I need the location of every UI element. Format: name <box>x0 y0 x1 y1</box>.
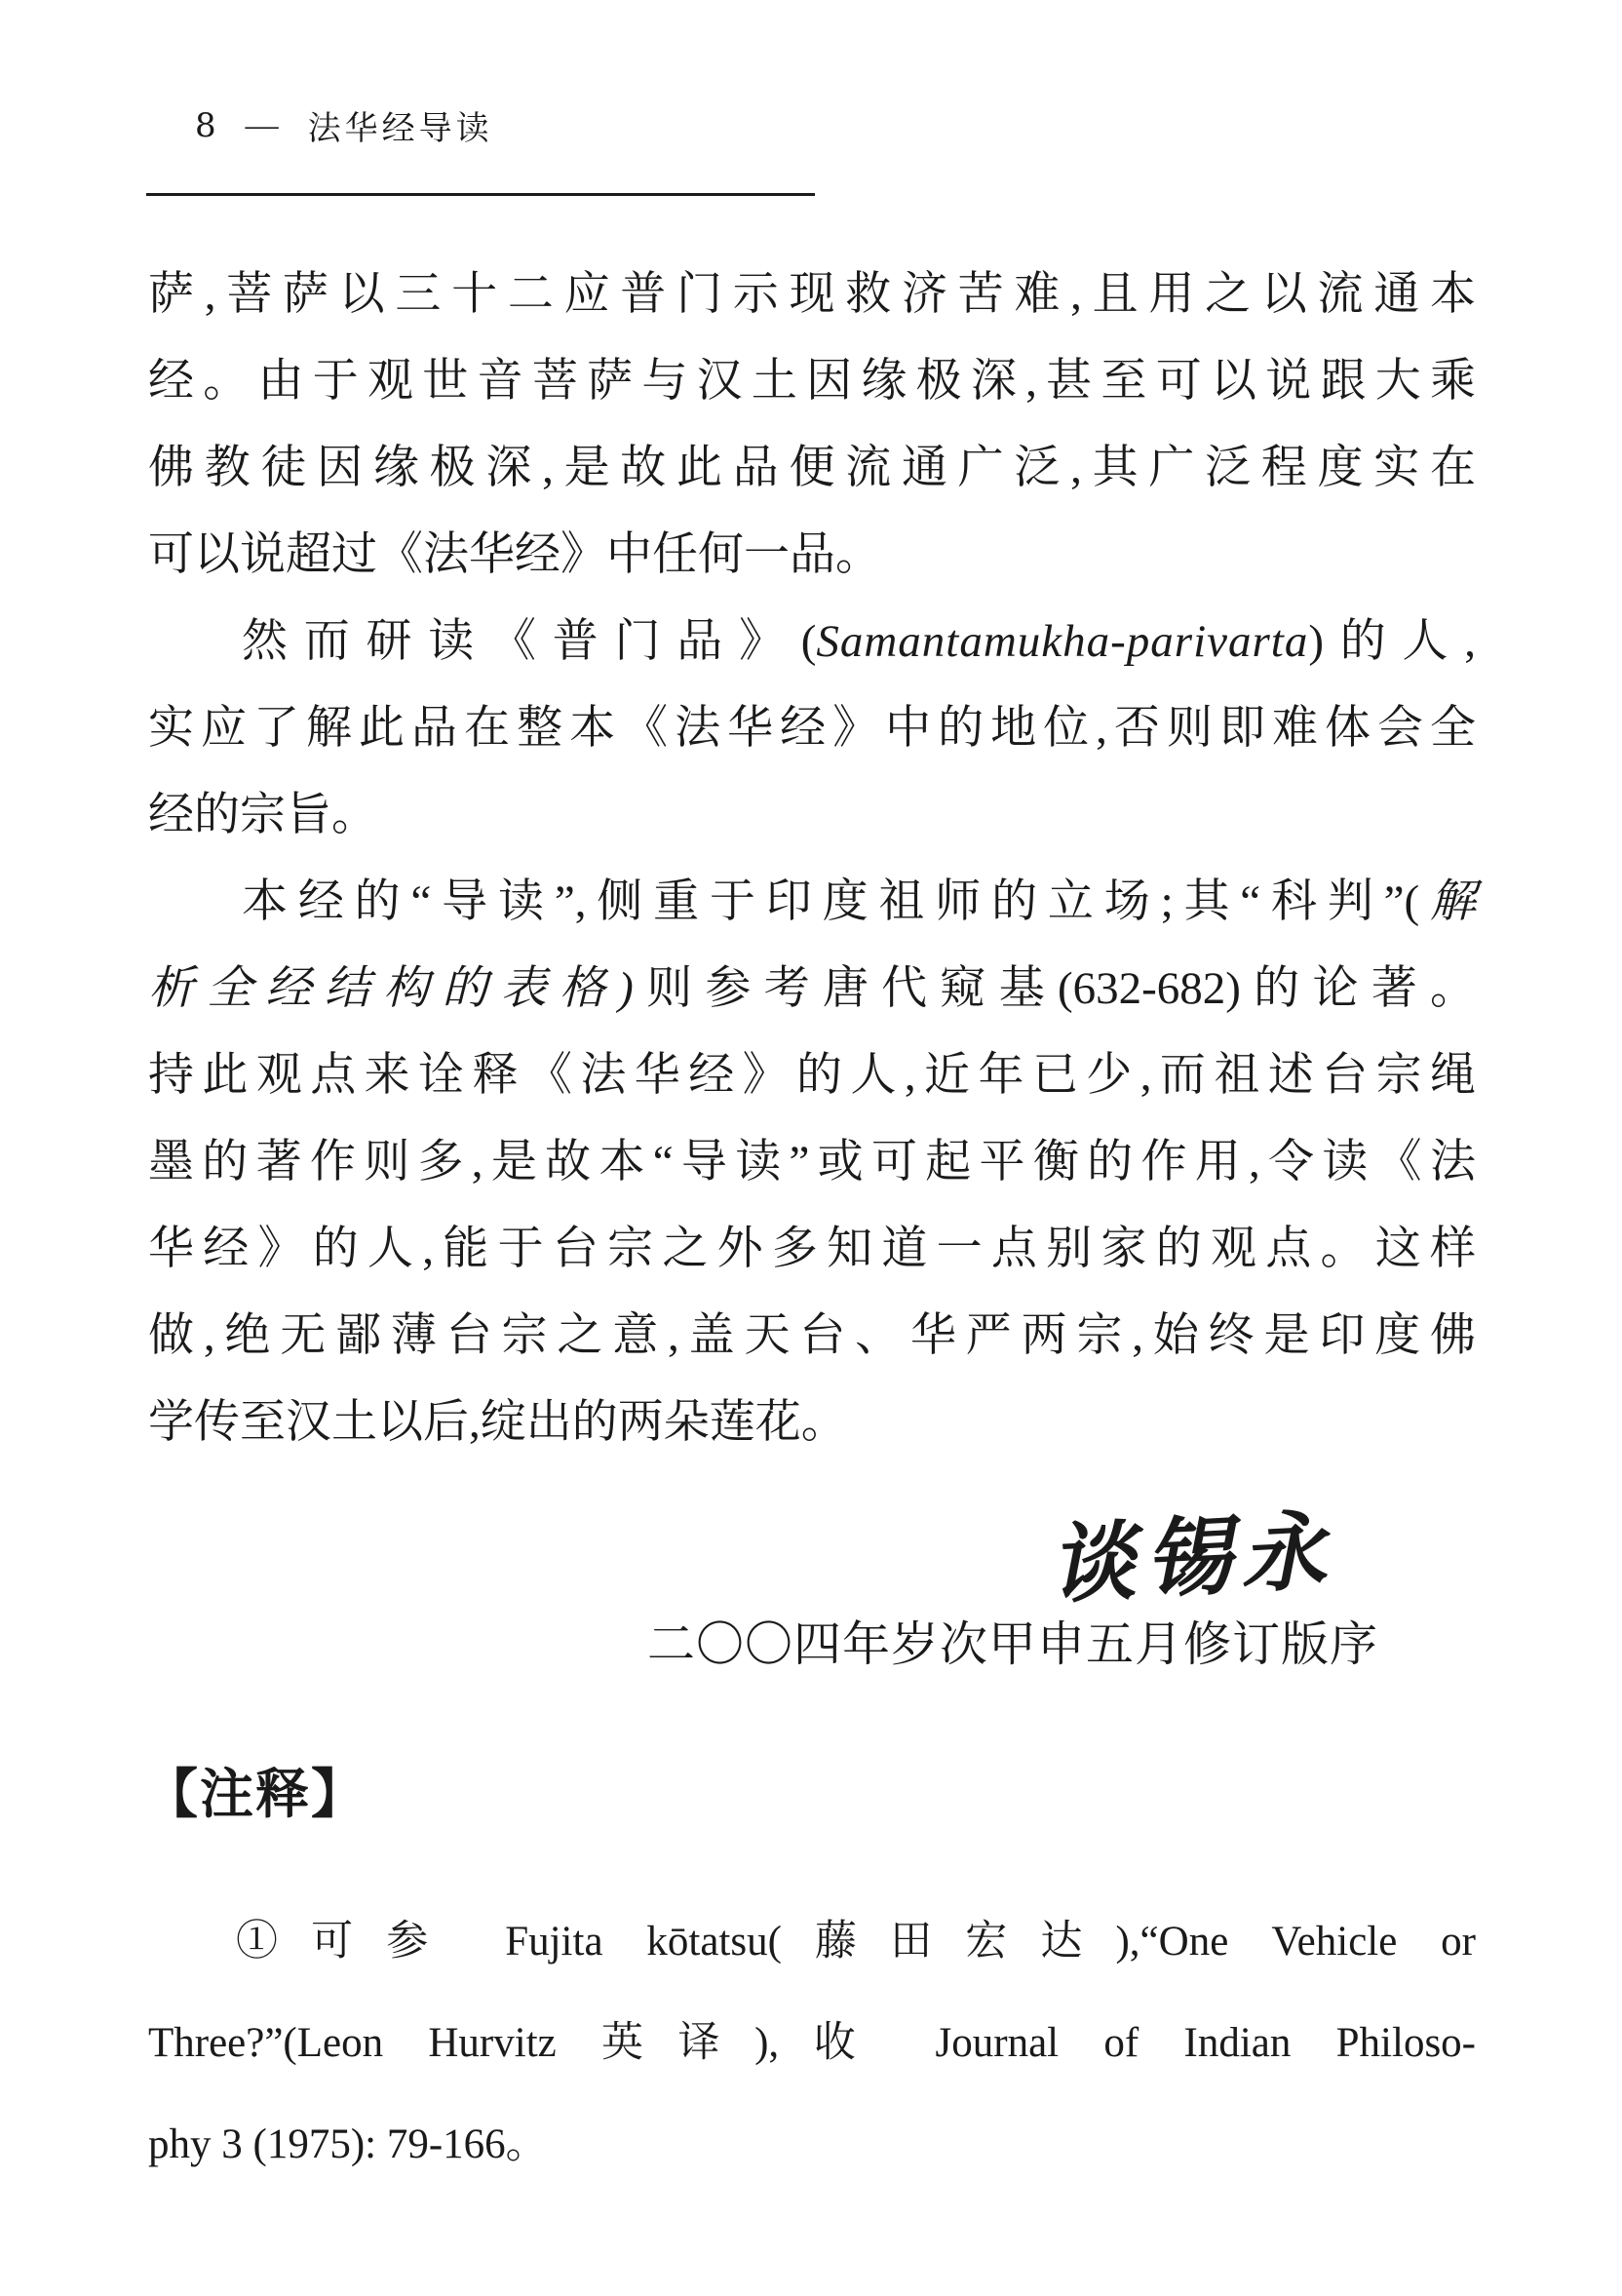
body-line-segment: 则参考唐代窥基(632-682)的论著。 <box>633 963 1476 1014</box>
body-line: 墨的著作则多,是故本“导读”或可起平衡的作用,令读《法 <box>148 1137 1476 1187</box>
body-line: 做,绝无鄙薄台宗之意,盖天台、华严两宗,始终是印度佛 <box>148 1310 1476 1361</box>
body-line-segment: )的人, <box>1308 616 1476 667</box>
header-dash: — <box>245 106 283 143</box>
body-line <box>148 946 1476 1032</box>
body-line: 华经》的人,能于台宗之外多知道一点别家的观点。这样 <box>148 1224 1476 1274</box>
body-line-segment: 然而研读《普门品》( <box>242 616 817 667</box>
body-line: 萨,菩萨以三十二应普门示现救济苦难,且用之以流通本 <box>148 269 1476 320</box>
body-line: 持此观点来诠释《法华经》的人,近年已少,而祖述台宗绳 <box>148 1050 1476 1101</box>
body-line: 经的宗旨。 <box>148 790 377 840</box>
sanskrit-title: Samantamukha-parivarta <box>816 616 1309 667</box>
body-text <box>148 252 1476 1466</box>
body-line: 可以说超过《法华经》中任何一品。 <box>148 529 881 580</box>
footnote-line: ①可参 Fujita kōtatsu(藤田宏达),“One Vehicle or <box>236 1919 1476 1965</box>
page-number: 8 <box>195 105 220 145</box>
footnote-line: phy 3 (1975): 79-166。 <box>148 2121 548 2167</box>
footnotes <box>148 1891 1476 2196</box>
notes-heading: 【注释】 <box>144 1765 367 1824</box>
footnote-line: Three?”(Leon Hurvitz 英译),收 Journal of Indian Philoso- <box>148 2020 1476 2066</box>
author-signature: 谈锡永 <box>1047 1504 1338 1615</box>
body-line <box>148 599 1476 685</box>
body-line <box>148 859 1476 946</box>
book-title: 法华经导读 <box>307 111 493 147</box>
body-line: 实应了解此品在整本《法华经》中的地位,否则即难体会全 <box>148 703 1476 754</box>
body-line-segment: 本经的“导读”,侧重于印度祖师的立场;其“科判”( <box>242 876 1420 927</box>
body-line: 学传至汉土以后,绽出的两朵莲花。 <box>148 1397 847 1448</box>
signature-dateline: 二〇〇四年岁次甲申五月修订版序 <box>647 1617 1379 1671</box>
body-line-segment: 解 <box>1419 876 1477 927</box>
body-line: 佛教徒因缘极深,是故此品便流通广泛,其广泛程度实在 <box>148 443 1476 493</box>
body-line-segment: 析全经结构的表格) <box>148 963 634 1014</box>
header-rule <box>146 193 815 196</box>
running-head <box>195 101 493 149</box>
body-line: 经。由于观世音菩萨与汉土因缘极深,甚至可以说跟大乘 <box>148 356 1476 407</box>
